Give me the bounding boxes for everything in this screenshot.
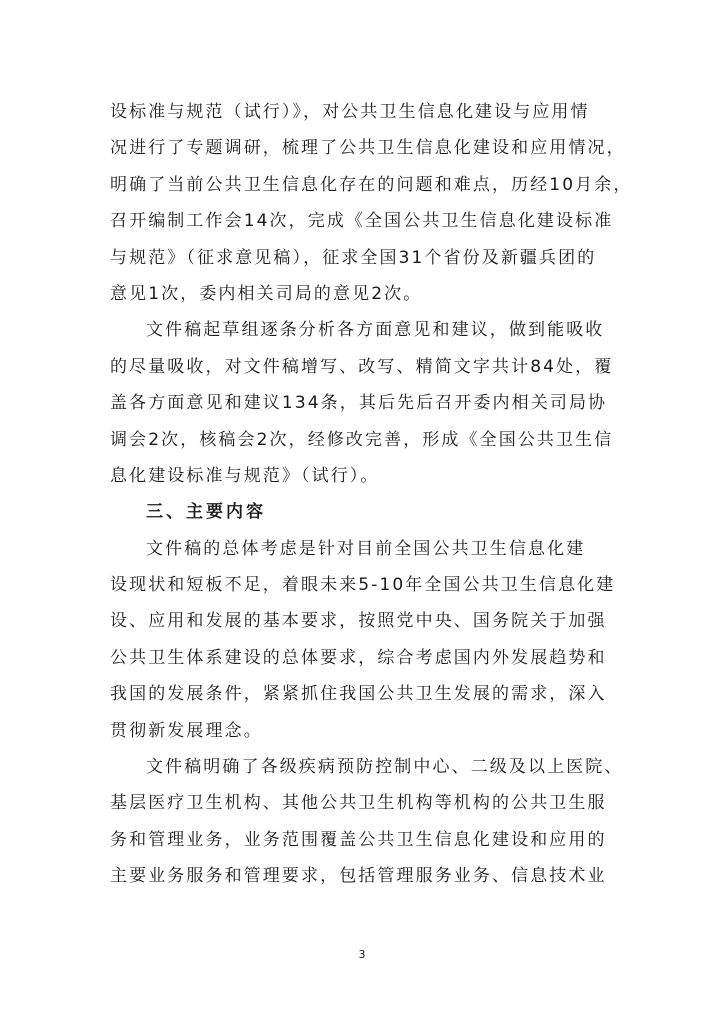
paragraph-line: 与规范》（征求意见稿），征求全国31个省份及新疆兵团的 — [110, 247, 597, 268]
paragraph-line: 设、应用和发展的基本要求，按照党中央、国务院关于加强 — [110, 611, 607, 632]
document-body — [110, 94, 633, 895]
paragraph-1 — [110, 94, 633, 312]
paragraph-line: 况进行了专题调研，梳理了公共卫生信息化建设和应用情况， — [110, 138, 626, 159]
paragraph-line: 设标准与规范（试行）》，对公共卫生信息化建设与应用情 — [110, 102, 590, 122]
paragraph-line: 意见1次，委内相关司局的意见2次。 — [110, 283, 423, 304]
paragraph-line: 召开编制工作会14次，完成《全国公共卫生信息化建设标准 — [110, 211, 614, 232]
paragraph-line: 主要业务服务和管理要求，包括管理服务业务、信息技术业 — [110, 866, 607, 887]
paragraph-line: 文件稿起草组逐条分析各方面意见和建议，做到能吸收 — [146, 320, 605, 341]
paragraph-4 — [110, 749, 630, 895]
paragraph-line: 贯彻新发展理念。 — [110, 720, 263, 741]
paragraph-line: 我国的发展条件，紧紧抓住我国公共卫生发展的需求，深入 — [110, 684, 607, 705]
paragraph-2 — [110, 312, 630, 494]
paragraph-line: 公共卫生体系建设的总体要求，综合考虑国内外发展趋势和 — [110, 647, 607, 668]
paragraph-line: 盖各方面意见和建议134条，其后先后召开委内相关司局协 — [110, 393, 608, 414]
paragraph-line: 调会2次，核稿会2次，经修改完善，形成《全国公共卫生信 — [110, 429, 614, 450]
paragraph-line: 基层医疗卫生机构、其他公共卫生机构等机构的公共卫生服 — [110, 793, 607, 814]
paragraph-3 — [110, 531, 630, 749]
section-heading: 三、主要内容 — [146, 502, 266, 523]
paragraph-line: 设现状和短板不足，着眼未来5-10年全国公共卫生信息化建 — [110, 575, 616, 596]
page-number: 3 — [358, 948, 366, 961]
paragraph-line: 明确了当前公共卫生信息化存在的问题和难点，历经10月余， — [110, 174, 633, 195]
paragraph-line: 文件稿明确了各级疾病预防控制中心、二级及以上医院、 — [146, 757, 624, 778]
paragraph-line: 文件稿的总体考虑是针对目前全国公共卫生信息化建 — [146, 538, 586, 559]
paragraph-line: 息化建设标准与规范》（试行）。 — [110, 465, 380, 486]
paragraph-line: 的尽量吸收，对文件稿增写、改写、精简文字共计84处，覆 — [110, 356, 614, 377]
paragraph-line: 务和管理业务，业务范围覆盖公共卫生信息化建设和应用的 — [110, 829, 607, 850]
